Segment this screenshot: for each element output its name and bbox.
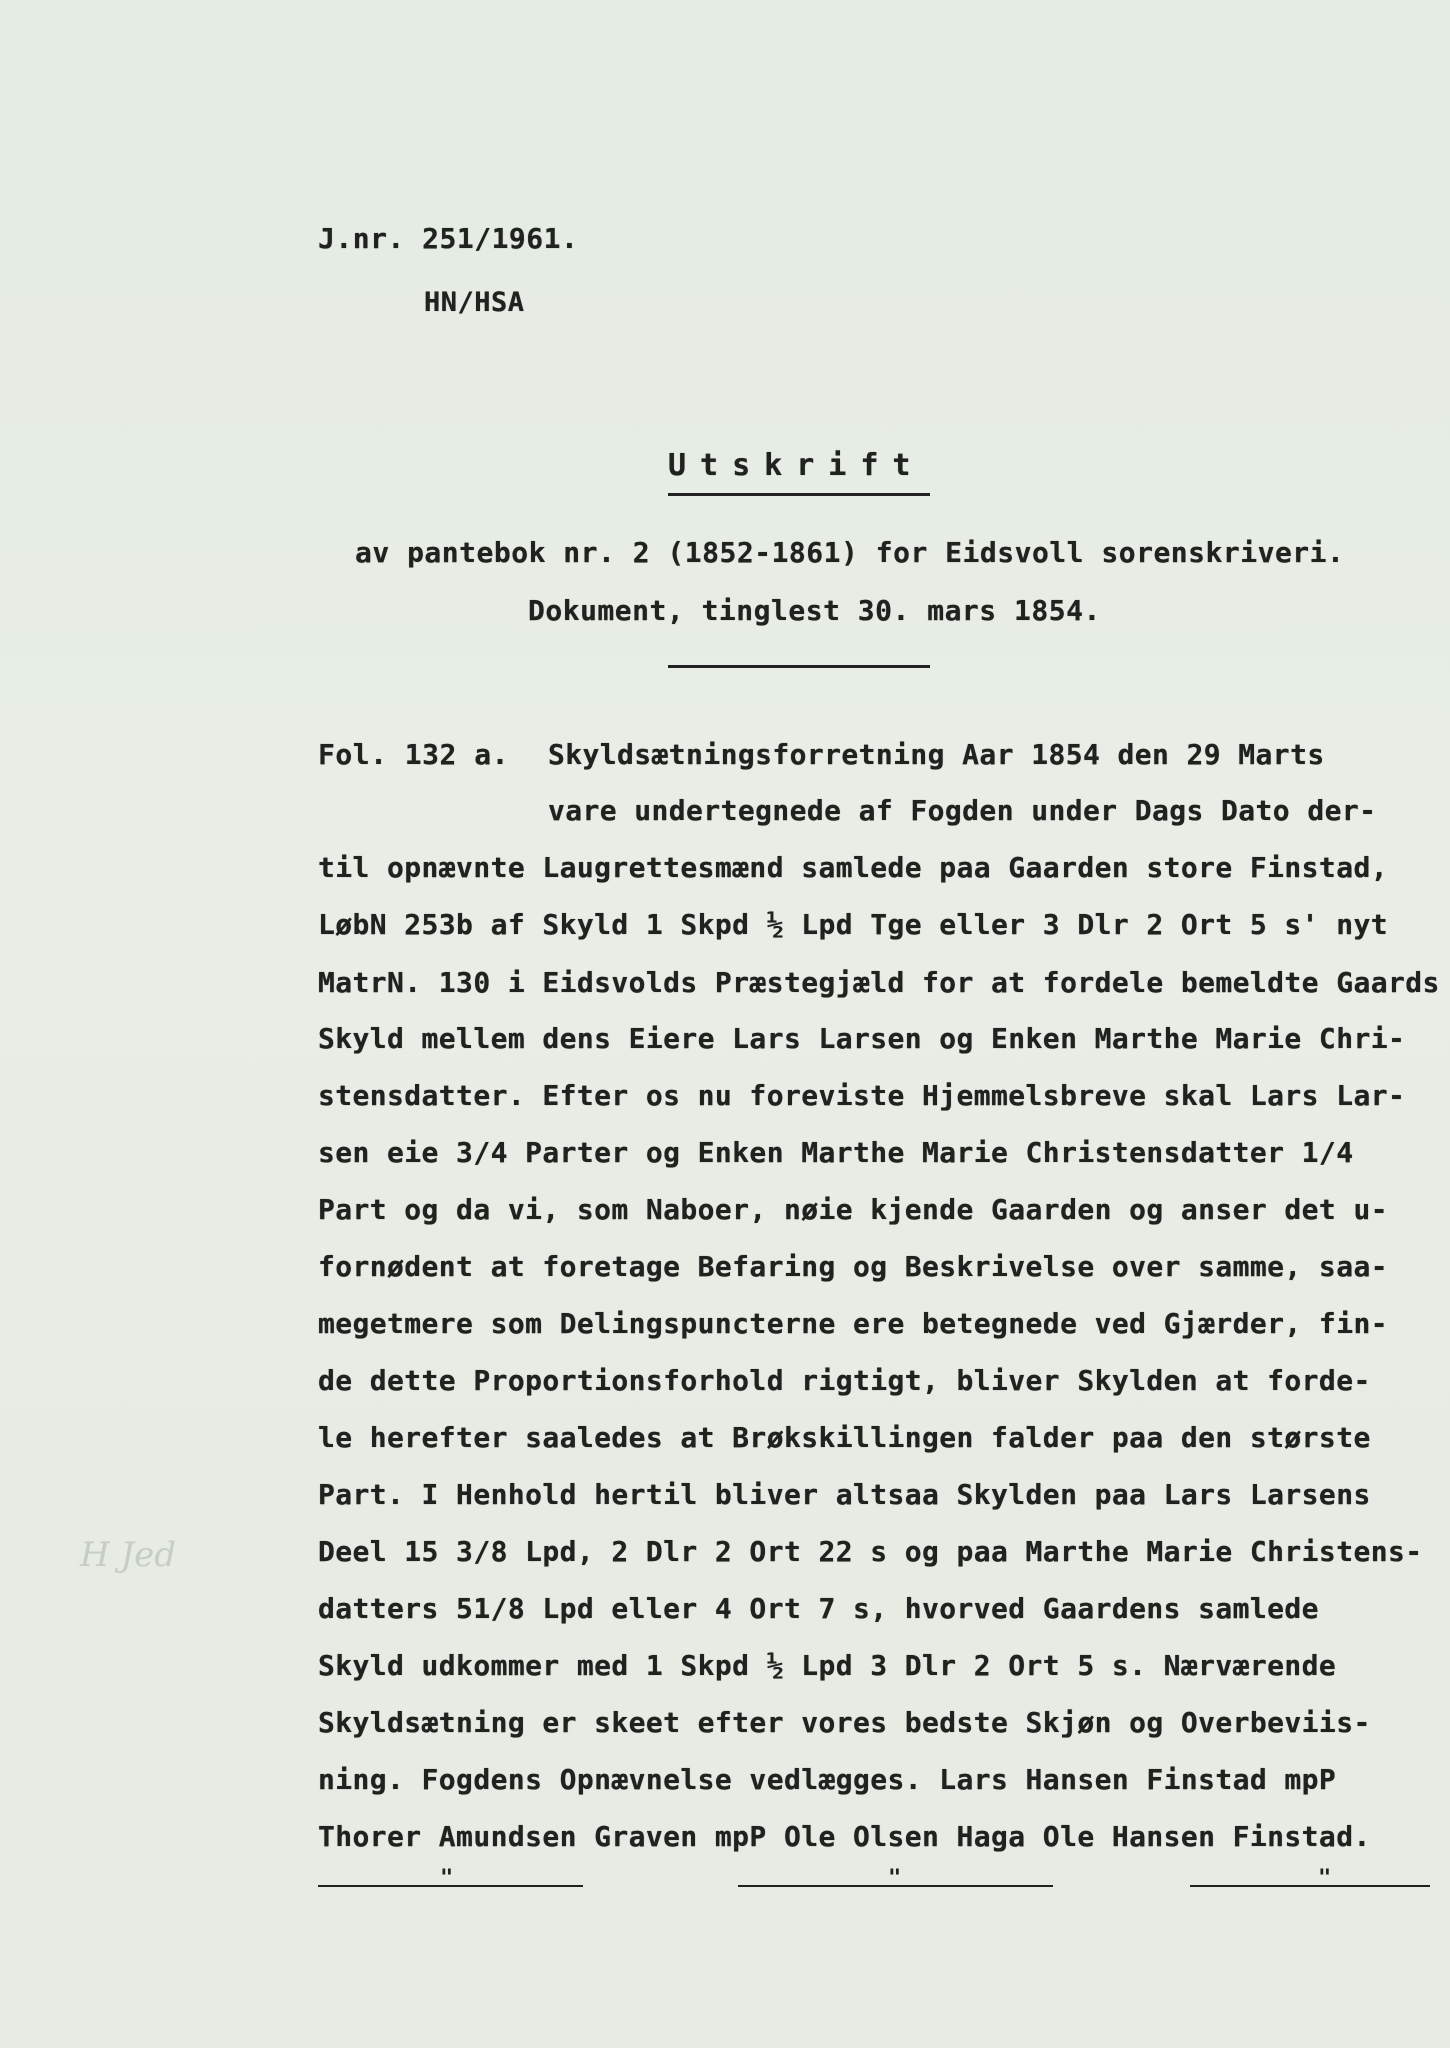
subtitle-line-2: Dokument, tinglest 30. mars 1854. [528,594,1101,627]
body-line: Part. I Henhold hertil bliver altsaa Skylden paa Lars Larsens [318,1478,1371,1511]
body-line: Deel 15 3/8 Lpd, 2 Dlr 2 Ort 22 s og paa Marthe Marie Christens- [318,1535,1423,1568]
body-line: fornødent at foretage Befaring og Beskrivelse over samme, saa- [318,1250,1388,1283]
body-line: Skyldsætning er skeet efter vores bedste Skjøn og Overbeviis- [318,1706,1371,1739]
ditto-mark: " [888,1866,902,1891]
ditto-mark: " [440,1866,454,1891]
separator-rule [668,665,930,668]
initials: HN/HSA [424,287,525,318]
signature-rule [1190,1885,1430,1887]
body-line: LøbN 253b af Skyld 1 Skpd ½ Lpd Tge eller 3 Dlr 2 Ort 5 s' nyt [318,908,1388,941]
body-line: datters 51/8 Lpd eller 4 Ort 7 s, hvorved Gaardens samlede [318,1592,1319,1625]
signature-line: Thorer Amundsen Graven mpP Ole Olsen Haga Ole Hansen Finstad. [318,1820,1371,1853]
body-line: sen eie 3/4 Parter og Enken Marthe Marie Christensdatter 1/4 [318,1136,1354,1169]
ditto-mark: " [1318,1866,1332,1891]
body-line: de dette Proportionsforhold rigtigt, bliver Skylden at forde- [318,1364,1371,1397]
body-line: le herefter saaledes at Brøkskillingen falder paa den største [318,1421,1371,1454]
folio-reference: Fol. 132 a. [318,738,509,771]
body-line: Skyld udkommer med 1 Skpd ½ Lpd 3 Dlr 2 Ort 5 s. Nærværende [318,1649,1337,1682]
document-title: Utskrift [668,448,925,483]
body-line: MatrN. 130 i Eidsvolds Præstegjæld for at fordele bemeldte Gaards [318,966,1440,999]
title-underline [668,493,930,496]
journal-number: J.nr. 251/1961. [318,222,579,255]
body-line: Skyld mellem dens Eiere Lars Larsen og Enken Marthe Marie Chri- [318,1022,1406,1055]
body-line: Part og da vi, som Naboer, nøie kjende Gaarden og anser det u- [318,1193,1388,1226]
body-line: vare undertegnede af Fogden under Dags Dato der- [548,794,1377,827]
body-line: ning. Fogdens Opnævnelse vedlægges. Lars Hansen Finstad mpP [318,1763,1337,1796]
margin-note: H Jed [80,1535,176,1575]
subtitle-line-1: av pantebok nr. 2 (1852-1861) for Eidsvoll sorenskriveri. [355,536,1345,569]
body-line: megetmere som Delingspuncterne ere betegnede ved Gjærder, fin- [318,1307,1388,1340]
body-line: Skyldsætningsforretning Aar 1854 den 29 Marts [548,738,1325,771]
body-line: til opnævnte Laugrettesmænd samlede paa Gaarden store Finstad, [318,851,1388,884]
body-line: stensdatter. Efter os nu foreviste Hjemmelsbreve skal Lars Lar- [318,1079,1406,1112]
